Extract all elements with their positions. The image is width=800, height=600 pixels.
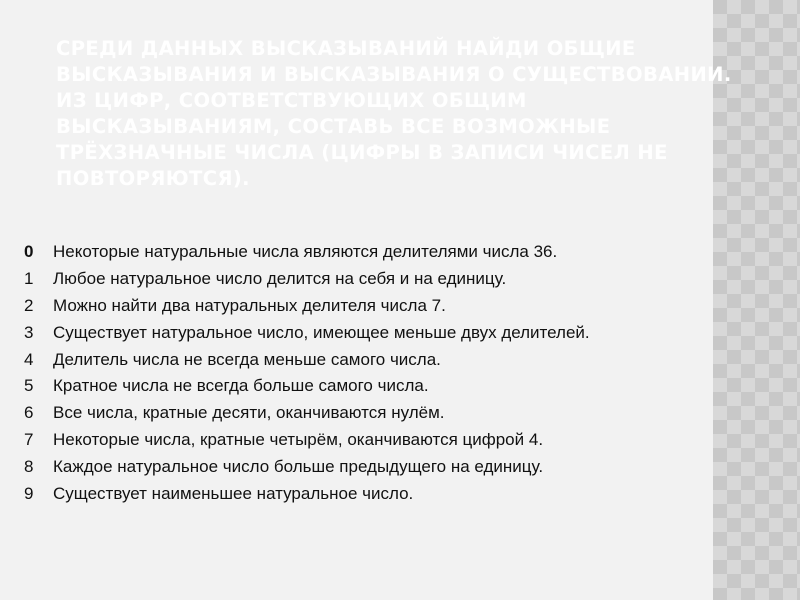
statement-item <box>24 457 590 484</box>
statement-item <box>24 296 590 323</box>
statement-text: Существует наименьшее натуральное число. <box>53 484 414 504</box>
statement-number: 7 <box>24 430 34 450</box>
statement-number: 4 <box>24 349 34 369</box>
statement-number: 1 <box>24 268 34 288</box>
statement-item <box>24 376 590 403</box>
statement-number: 6 <box>24 403 34 423</box>
statement-text: Некоторые натуральные числа являются делителями числа 36. <box>53 242 558 261</box>
statement-text: Каждое натуральное число больше предыдущего на единицу. <box>53 457 544 477</box>
statement-text: Существует натуральное число, имеющее меньше двух делителей. <box>53 322 590 342</box>
statement-item <box>24 484 590 511</box>
slide-title: СРЕДИ ДАННЫХ ВЫСКАЗЫВАНИЙ НАЙДИ ОБЩИЕ ВЫСКАЗЫВАНИЯ И ВЫСКАЗЫВАНИЯ О СУЩЕСТВОВАНИИ. ИЗ ЦИФР, СООТВЕТСТВУЮЩИХ ОБЩИМ ВЫСКАЗЫВАНИЯМ, СОСТАВЬ ВСЕ ВОЗМОЖНЫЕ ТРЁХЗНАЧНЫЕ ЧИСЛА (ЦИФРЫ В ЗАПИСИ ЧИСЕЛ НЕ ПОВТОРЯЮТСЯ). <box>56 37 732 190</box>
statement-text: Кратное числа не всегда больше самого числа. <box>53 376 429 396</box>
statement-item <box>24 430 590 457</box>
statement-item <box>24 403 590 430</box>
statement-item <box>24 323 590 350</box>
statement-number: 9 <box>24 484 34 504</box>
statements-list <box>24 242 590 511</box>
statement-number: 5 <box>24 376 34 396</box>
statement-item <box>24 242 590 269</box>
statement-text: Некоторые числа, кратные четырём, оканчиваются цифрой 4. <box>53 430 544 450</box>
statement-text: Все числа, кратные десяти, оканчиваются нулём. <box>53 403 445 423</box>
statement-number: 2 <box>24 295 34 315</box>
statement-number: 3 <box>24 322 34 342</box>
statement-item <box>24 350 590 377</box>
statement-number: 8 <box>24 457 34 477</box>
statement-text: Делитель числа не всегда меньше самого числа. <box>53 349 441 369</box>
statement-number: 0 <box>24 242 34 261</box>
statement-text: Любое натуральное число делится на себя и на единицу. <box>53 268 507 288</box>
statement-text: Можно найти два натуральных делителя числа 7. <box>53 295 446 315</box>
statement-item <box>24 269 590 296</box>
